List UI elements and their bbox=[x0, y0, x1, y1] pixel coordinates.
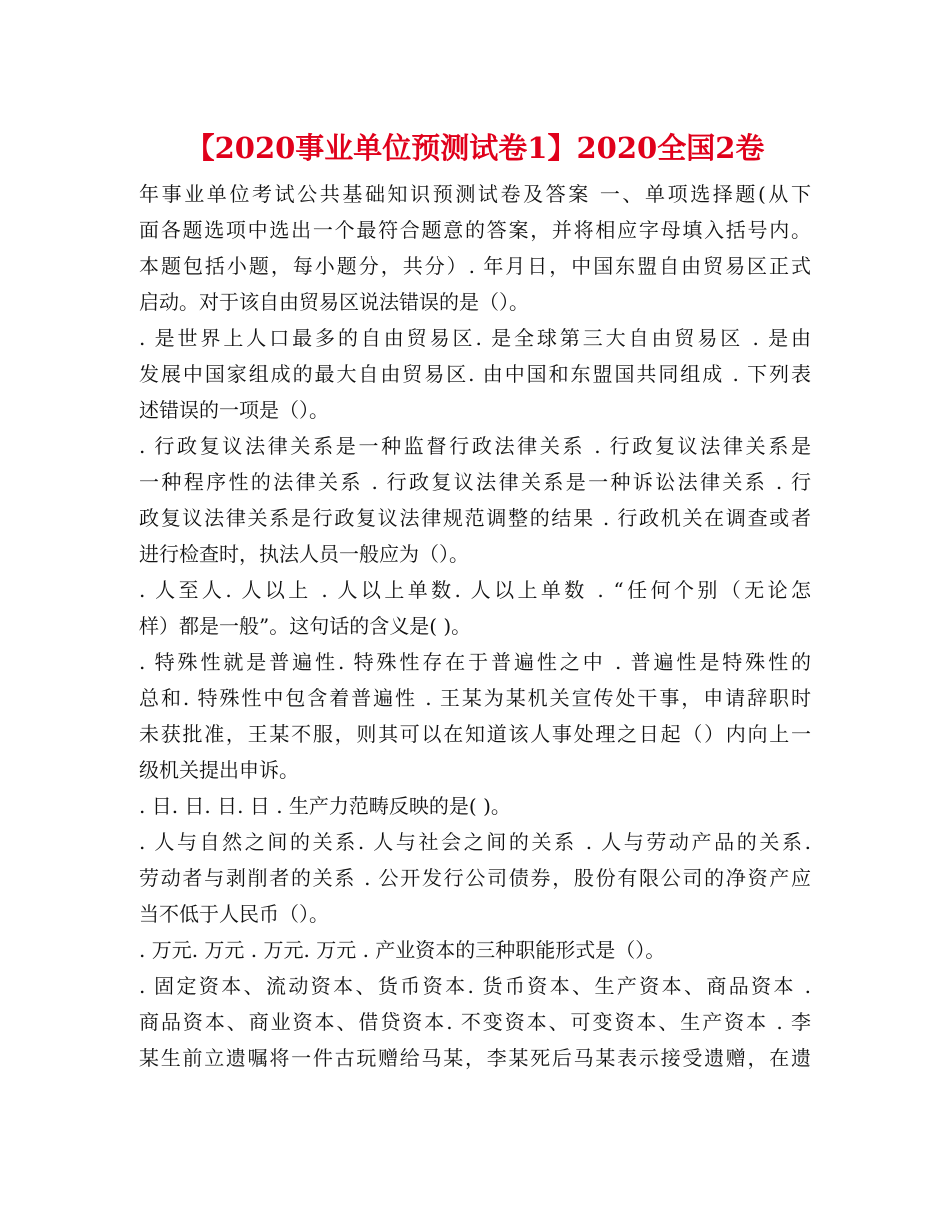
text-line: 级机关提出申诉。 bbox=[139, 758, 299, 782]
text-line: 进行检查时，执法人员一般应为（）。 bbox=[139, 542, 469, 566]
text-line: . 行政复议法律关系是一种监督行政法律关系 . 行政复议法律关系是 bbox=[139, 434, 811, 458]
text-line: 总和. 特殊性中包含着普遍性 . 王某为某机关宣传处干事，申请辞职时 bbox=[139, 686, 811, 710]
text-line: 一种程序性的法律关系 . 行政复议法律关系是一种诉讼法律关系 . 行 bbox=[139, 470, 811, 494]
text-line: 某生前立遗嘱将一件古玩赠给马某，李某死后马某表示接受遗赠，在遗 bbox=[139, 1046, 811, 1070]
document-title: 【2020事业单位预测试卷1】2020全国2卷 bbox=[185, 131, 765, 165]
text-line: 年事业单位考试公共基础知识预测试卷及答案 一、单项选择题(从下 bbox=[139, 182, 811, 206]
text-line: 面各题选项中选出一个最符合题意的答案，并将相应字母填入括号内。 bbox=[139, 218, 811, 242]
text-line: . 特殊性就是普遍性. 特殊性存在于普遍性之中 . 普遍性是特殊性的 bbox=[139, 650, 811, 674]
document-body bbox=[139, 176, 811, 1076]
text-line: . 万元. 万元 . 万元. 万元 . 产业资本的三种职能形式是（）。 bbox=[139, 938, 666, 962]
text-line: 样）都是一般”。这句话的含义是( )。 bbox=[139, 614, 472, 638]
text-line: . 人至人. 人以上 . 人以上单数. 人以上单数 . “任何个别（无论怎 bbox=[139, 578, 811, 602]
text-line: 政复议法律关系是行政复议法律规范调整的结果 . 行政机关在调查或者 bbox=[139, 506, 811, 530]
text-line: 劳动者与剥削者的关系 . 公开发行公司债券，股份有限公司的净资产应 bbox=[139, 866, 811, 890]
text-line: 未获批准，王某不服，则其可以在知道该人事处理之日起（）内向上一 bbox=[139, 722, 811, 746]
text-line: 述错误的一项是（）。 bbox=[139, 398, 329, 422]
text-line: . 日. 日. 日. 日 . 生产力范畴反映的是( )。 bbox=[139, 794, 511, 818]
text-line: . 固定资本、流动资本、货币资本. 货币资本、生产资本、商品资本 . bbox=[139, 974, 811, 998]
text-line: 发展中国家组成的最大自由贸易区. 由中国和东盟国共同组成 . 下列表 bbox=[139, 362, 811, 386]
text-line: 当不低于人民币（）。 bbox=[139, 902, 329, 926]
text-line: 启动。对于该自由贸易区说法错误的是（）。 bbox=[139, 290, 529, 314]
text-line: 商品资本、商业资本、借贷资本. 不变资本、可变资本、生产资本 . 李 bbox=[139, 1010, 811, 1034]
text-line: . 人与自然之间的关系. 人与社会之间的关系 . 人与劳动产品的关系. bbox=[139, 830, 811, 854]
text-line: . 是世界上人口最多的自由贸易区. 是全球第三大自由贸易区 . 是由 bbox=[139, 326, 811, 350]
text-line: 本题包括小题，每小题分，共分）. 年月日，中国东盟自由贸易区正式 bbox=[139, 254, 811, 278]
